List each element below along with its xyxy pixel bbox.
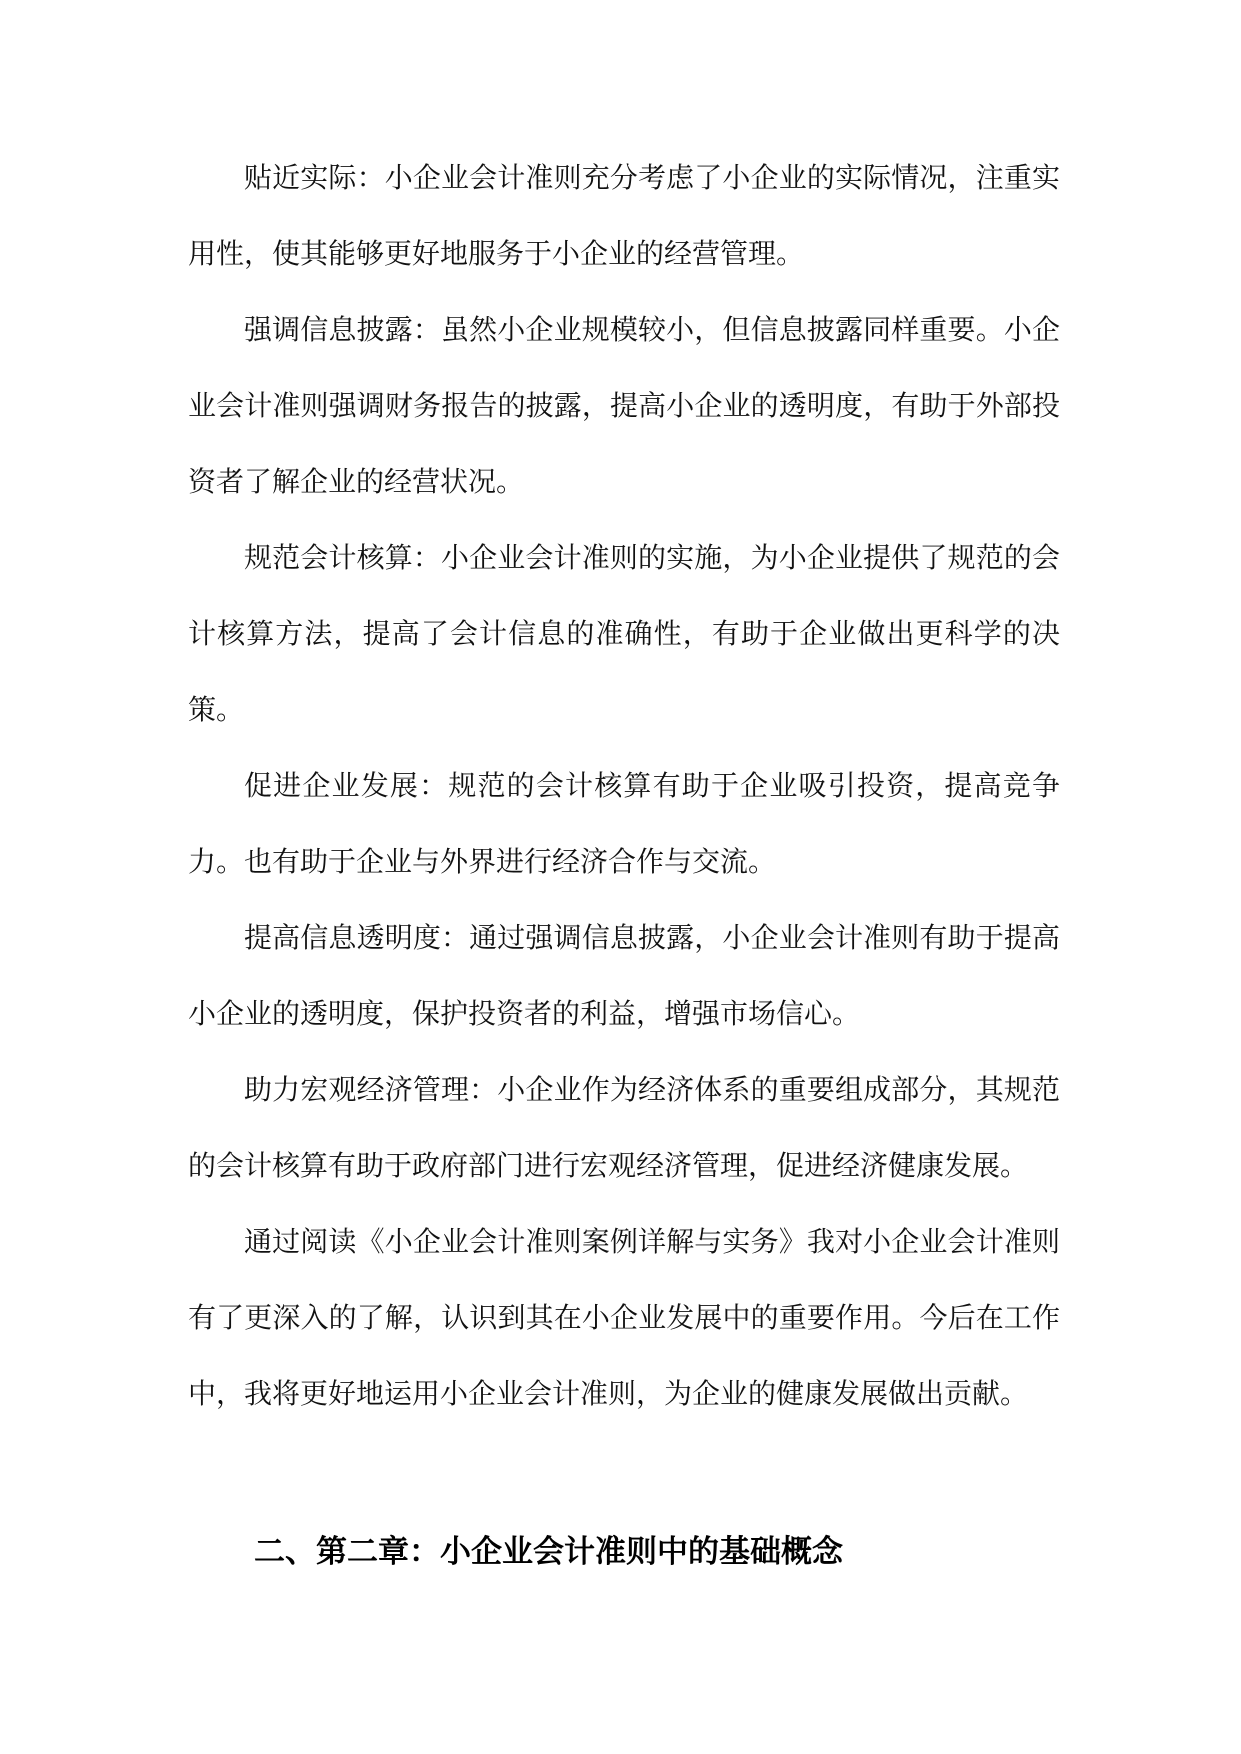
paragraph-macro-management: 助力宏观经济管理：小企业作为经济体系的重要组成部分，其规范的会计核算有助于政府部门进行宏观经济管理，促进经济健康发展。 xyxy=(188,1073,1060,1182)
paragraph-transparency: 提高信息透明度：通过强调信息披露，小企业会计准则有助于提高小企业的透明度，保护投资者的利益，增强市场信心。 xyxy=(188,921,1060,1030)
chapter-heading: 二、第二章：小企业会计准则中的基础概念 xyxy=(254,1534,843,1570)
paragraph-standardize-accounting: 规范会计核算：小企业会计准则的实施，为小企业提供了规范的会计核算方法，提高了会计信息的准确性，有助于企业做出更科学的决策。 xyxy=(188,541,1060,726)
paragraph-promote-development: 促进企业发展：规范的会计核算有助于企业吸引投资，提高竞争力。也有助于企业与外界进行经济合作与交流。 xyxy=(188,769,1060,878)
paragraph-conclusion: 通过阅读《小企业会计准则案例详解与实务》我对小企业会计准则有了更深入的了解，认识到其在小企业发展中的重要作用。今后在工作中，我将更好地运用小企业会计准则，为企业的健康发展做出贡献。 xyxy=(188,1225,1060,1410)
body-text xyxy=(188,140,1060,1432)
paragraph-practical: 贴近实际：小企业会计准则充分考虑了小企业的实际情况，注重实用性，使其能够更好地服务于小企业的经营管理。 xyxy=(188,161,1060,270)
paragraph-disclosure: 强调信息披露：虽然小企业规模较小，但信息披露同样重要。小企业会计准则强调财务报告的披露，提高小企业的透明度，有助于外部投资者了解企业的经营状况。 xyxy=(188,313,1060,498)
